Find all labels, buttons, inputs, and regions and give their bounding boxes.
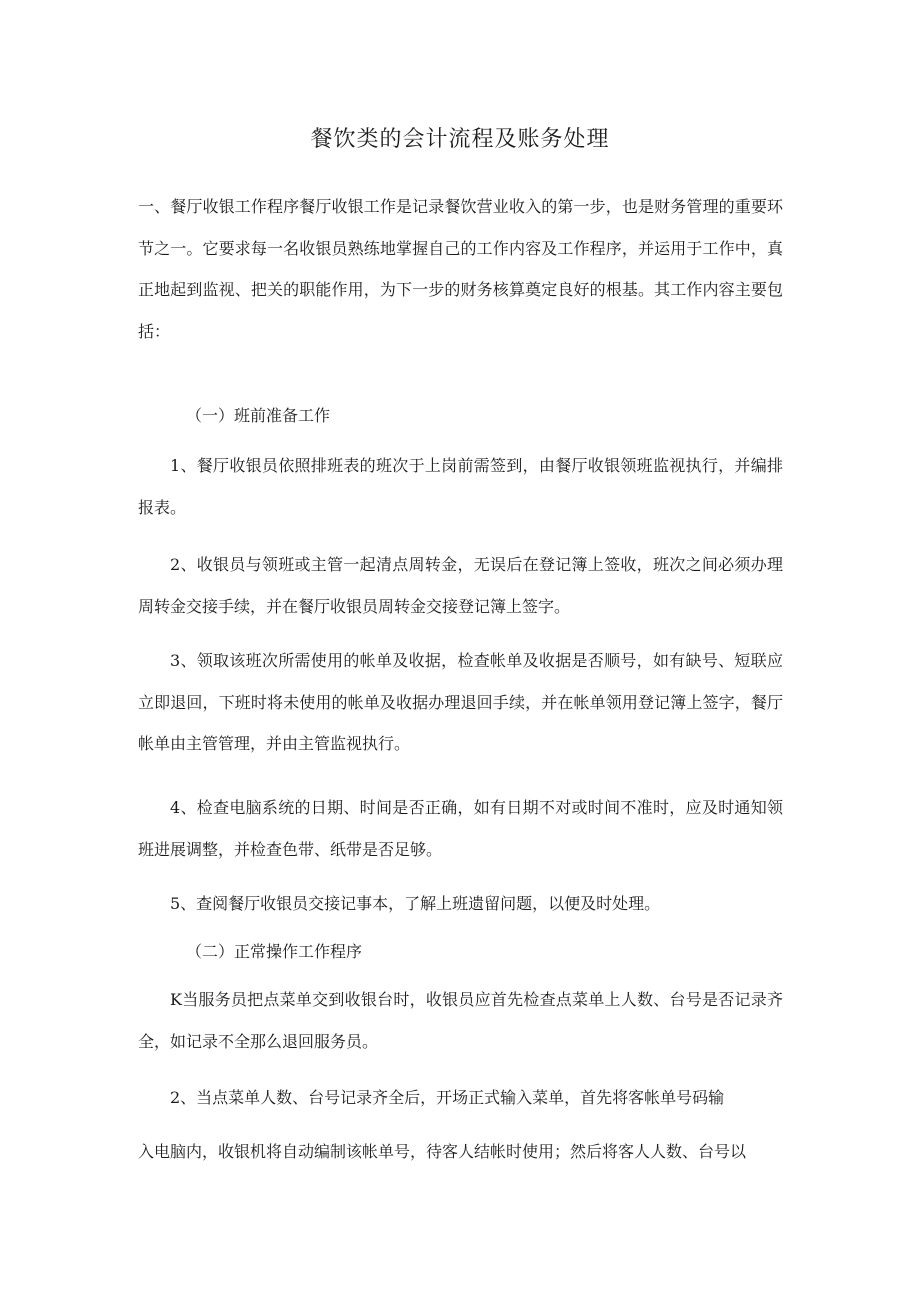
- paragraph-item-1: 1、餐厅收银员依照排班表的班次于上岗前需签到，由餐厅收银领班监视执行，并编排报表。: [138, 456, 783, 517]
- section-heading-pre-shift: （一）班前准备工作: [186, 406, 331, 425]
- section-heading-normal-ops: （二）正常操作工作程序: [186, 942, 363, 961]
- paragraph-ops-item-2-line-2: 入电脑内，收银机将自动编制该帐单号，待客人结帐时使用；然后将客人人数、台号以: [138, 1142, 747, 1161]
- paragraph-ops-item-1: K当服务员把点菜单交到收银台时，收银员应首先检查点菜单上人数、台号是否记录齐全，如记录不全那么退回服务员。: [138, 990, 783, 1051]
- document-title: 餐饮类的会计流程及账务处理: [310, 127, 610, 152]
- paragraph-item-3: 3、领取该班次所需使用的帐单及收据，检查帐单及收据是否顺号，如有缺号、短联应立即退回，下班时将未使用的帐单及收据办理退回手续，并在帐单领用登记簿上签字，餐厅帐单由主管管理，并由主管监视执行。: [138, 651, 783, 753]
- intro-paragraph: 一、餐厅收银工作程序餐厅收银工作是记录餐饮营业收入的第一步，也是财务管理的重要环节之一。它要求每一名收银员熟练地掌握自己的工作内容及工作程序，并运用于工作中，真正地起到监视、把关的职能作用，为下一步的财务核算奠定良好的根基。其工作内容主要包括：: [138, 197, 783, 341]
- paragraph-item-4: 4、检查电脑系统的日期、时间是否正确，如有日期不对或时间不准时，应及时通知领班进展调整，并检查色带、纸带是否足够。: [138, 798, 783, 859]
- paragraph-item-2: 2、收银员与领班或主管一起清点周转金，无误后在登记簿上签收，班次之间必须办理周转金交接手续，并在餐厅收银员周转金交接登记簿上签字。: [138, 555, 783, 616]
- paragraph-item-5: 5、查阅餐厅收银员交接记事本，了解上班遗留问题，以便及时处理。: [170, 894, 661, 913]
- paragraph-ops-item-2-line-1: 2、当点菜单人数、台号记录齐全后，开场正式输入菜单，首先将客帐单号码输: [170, 1088, 725, 1107]
